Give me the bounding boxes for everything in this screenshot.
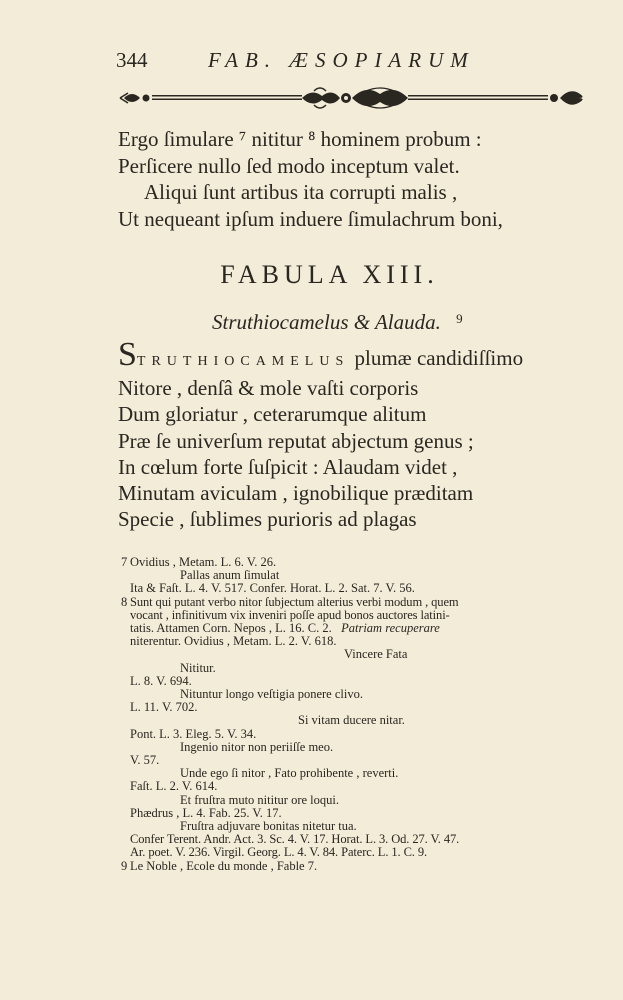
- footnote-italic-quote: Patriam recuperare: [341, 621, 440, 636]
- footnote-line: Unde ego ſi nitor , Fato prohibente , reverti.: [180, 766, 399, 781]
- first-line-rest: plumæ candidiſſimo: [349, 346, 524, 370]
- footnote-line: Vincere Fata: [344, 647, 408, 662]
- fable-subtitle: [212, 310, 463, 335]
- footnote-line: Fruſtra adjuvare bonitas nitetur tua.: [180, 819, 357, 834]
- fable-verses: [118, 336, 613, 532]
- footnote-line: Ar. poet. V. 236. Virgil. Georg. L. 4. V. 84. Paterc. L. 1. C. 9.: [130, 845, 428, 860]
- footnote-line: Pont. L. 3. Eleg. 5. V. 34.: [130, 726, 257, 741]
- footnote-mark: 8: [121, 594, 128, 609]
- footnote-mark: 9: [121, 858, 128, 873]
- drop-cap: S: [118, 336, 137, 373]
- verse-line: Dum gloriatur , ceterarumque alitum: [118, 402, 427, 427]
- footnote-line: Ingenio nitor non periiſſe meo.: [180, 739, 334, 754]
- footnote-line: Et fruſtra muto nititur ore loqui.: [180, 792, 339, 807]
- first-word-smallcaps: TRUTHIOCAMELUS: [136, 354, 350, 369]
- footnote-text: Ovidius , Metam. L. 6. V. 26.: [130, 555, 277, 569]
- footnote-line: Si vitam ducere nitar.: [298, 713, 405, 728]
- footnote-mark: 7: [121, 555, 128, 569]
- footnote-line: Confer Terent. Andr. Act. 3. Sc. 4. V. 17. Horat. L. 3. Od. 27. V. 47.: [130, 832, 460, 847]
- footnote-reference: 9: [456, 311, 463, 326]
- fable-first-line: [118, 336, 613, 375]
- fable-title: FABULA XIII.: [220, 260, 439, 289]
- verse-line: Præ ſe univerſum reputat abjectum genus ;: [118, 428, 474, 453]
- footnote-line: Pallas anum ſimulat: [180, 568, 280, 583]
- decorative-fleuron-rule-icon: [118, 83, 588, 113]
- footnote-line: Faſt. L. 2. V. 614.: [130, 779, 218, 794]
- verses-top: [118, 126, 608, 232]
- footnote-line: L. 11. V. 702.: [130, 700, 198, 715]
- verse-line: Minutam aviculam , ignobilique præditam: [118, 481, 474, 506]
- footnote-line: V. 57.: [130, 753, 160, 768]
- footnote-text: Sunt qui putant verbo nitor ſubjectum alterius verbi modum , quem: [130, 594, 459, 609]
- footnote-text: Le Noble , Ecole du monde , Fable 7.: [130, 858, 318, 873]
- footnote-line: niterentur. Ovidius , Metam. L. 2. V. 618.: [130, 634, 337, 649]
- fable-subtitle-text: Struthiocamelus & Alauda.: [212, 310, 441, 334]
- footnote-line: vocant , infinitivum vix inveniri poſſe apud bonos auctores latini-: [130, 607, 450, 622]
- footnote-text: tatis. Attamen Corn. Nepos , L. 16. C. 2.: [130, 621, 332, 636]
- footnote-line: Ita & Faſt. L. 4. V. 517. Confer. Horat. L. 2. Sat. 7. V. 56.: [130, 581, 415, 596]
- footnotes: [121, 555, 600, 873]
- footnote-line: [121, 858, 600, 873]
- running-head: FAB. ÆSOPIARUM: [208, 48, 475, 72]
- page-number: 344: [116, 48, 148, 72]
- verse-line: Ut nequeant ipſum induere ſimulachrum boni,: [118, 206, 503, 231]
- verse-line: Ergo ſimulare ⁷ nititur ⁸ hominem probum :: [118, 127, 482, 151]
- footnote-line: Phædrus , L. 4. Fab. 25. V. 17.: [130, 805, 282, 820]
- page-header: [0, 48, 623, 78]
- verse-line: In cœlum forte ſuſpicit : Alaudam videt ,: [118, 454, 458, 479]
- footnote-line: [121, 594, 600, 609]
- verse-line: Perſicere nullo ſed modo inceptum valet.: [118, 153, 460, 178]
- verse-line: Nitore , denſâ & mole vaſti corporis: [118, 376, 419, 401]
- verse-line: Aliqui ſunt artibus ita corrupti malis ,: [144, 180, 458, 204]
- verse-line: Specie , ſublimes purioris ad plagas: [118, 507, 417, 532]
- footnote-line: L. 8. V. 694.: [130, 673, 192, 688]
- footnote-line: Nititur.: [180, 660, 216, 675]
- footnote-line: Nituntur longo veſtigia ponere clivo.: [180, 687, 363, 702]
